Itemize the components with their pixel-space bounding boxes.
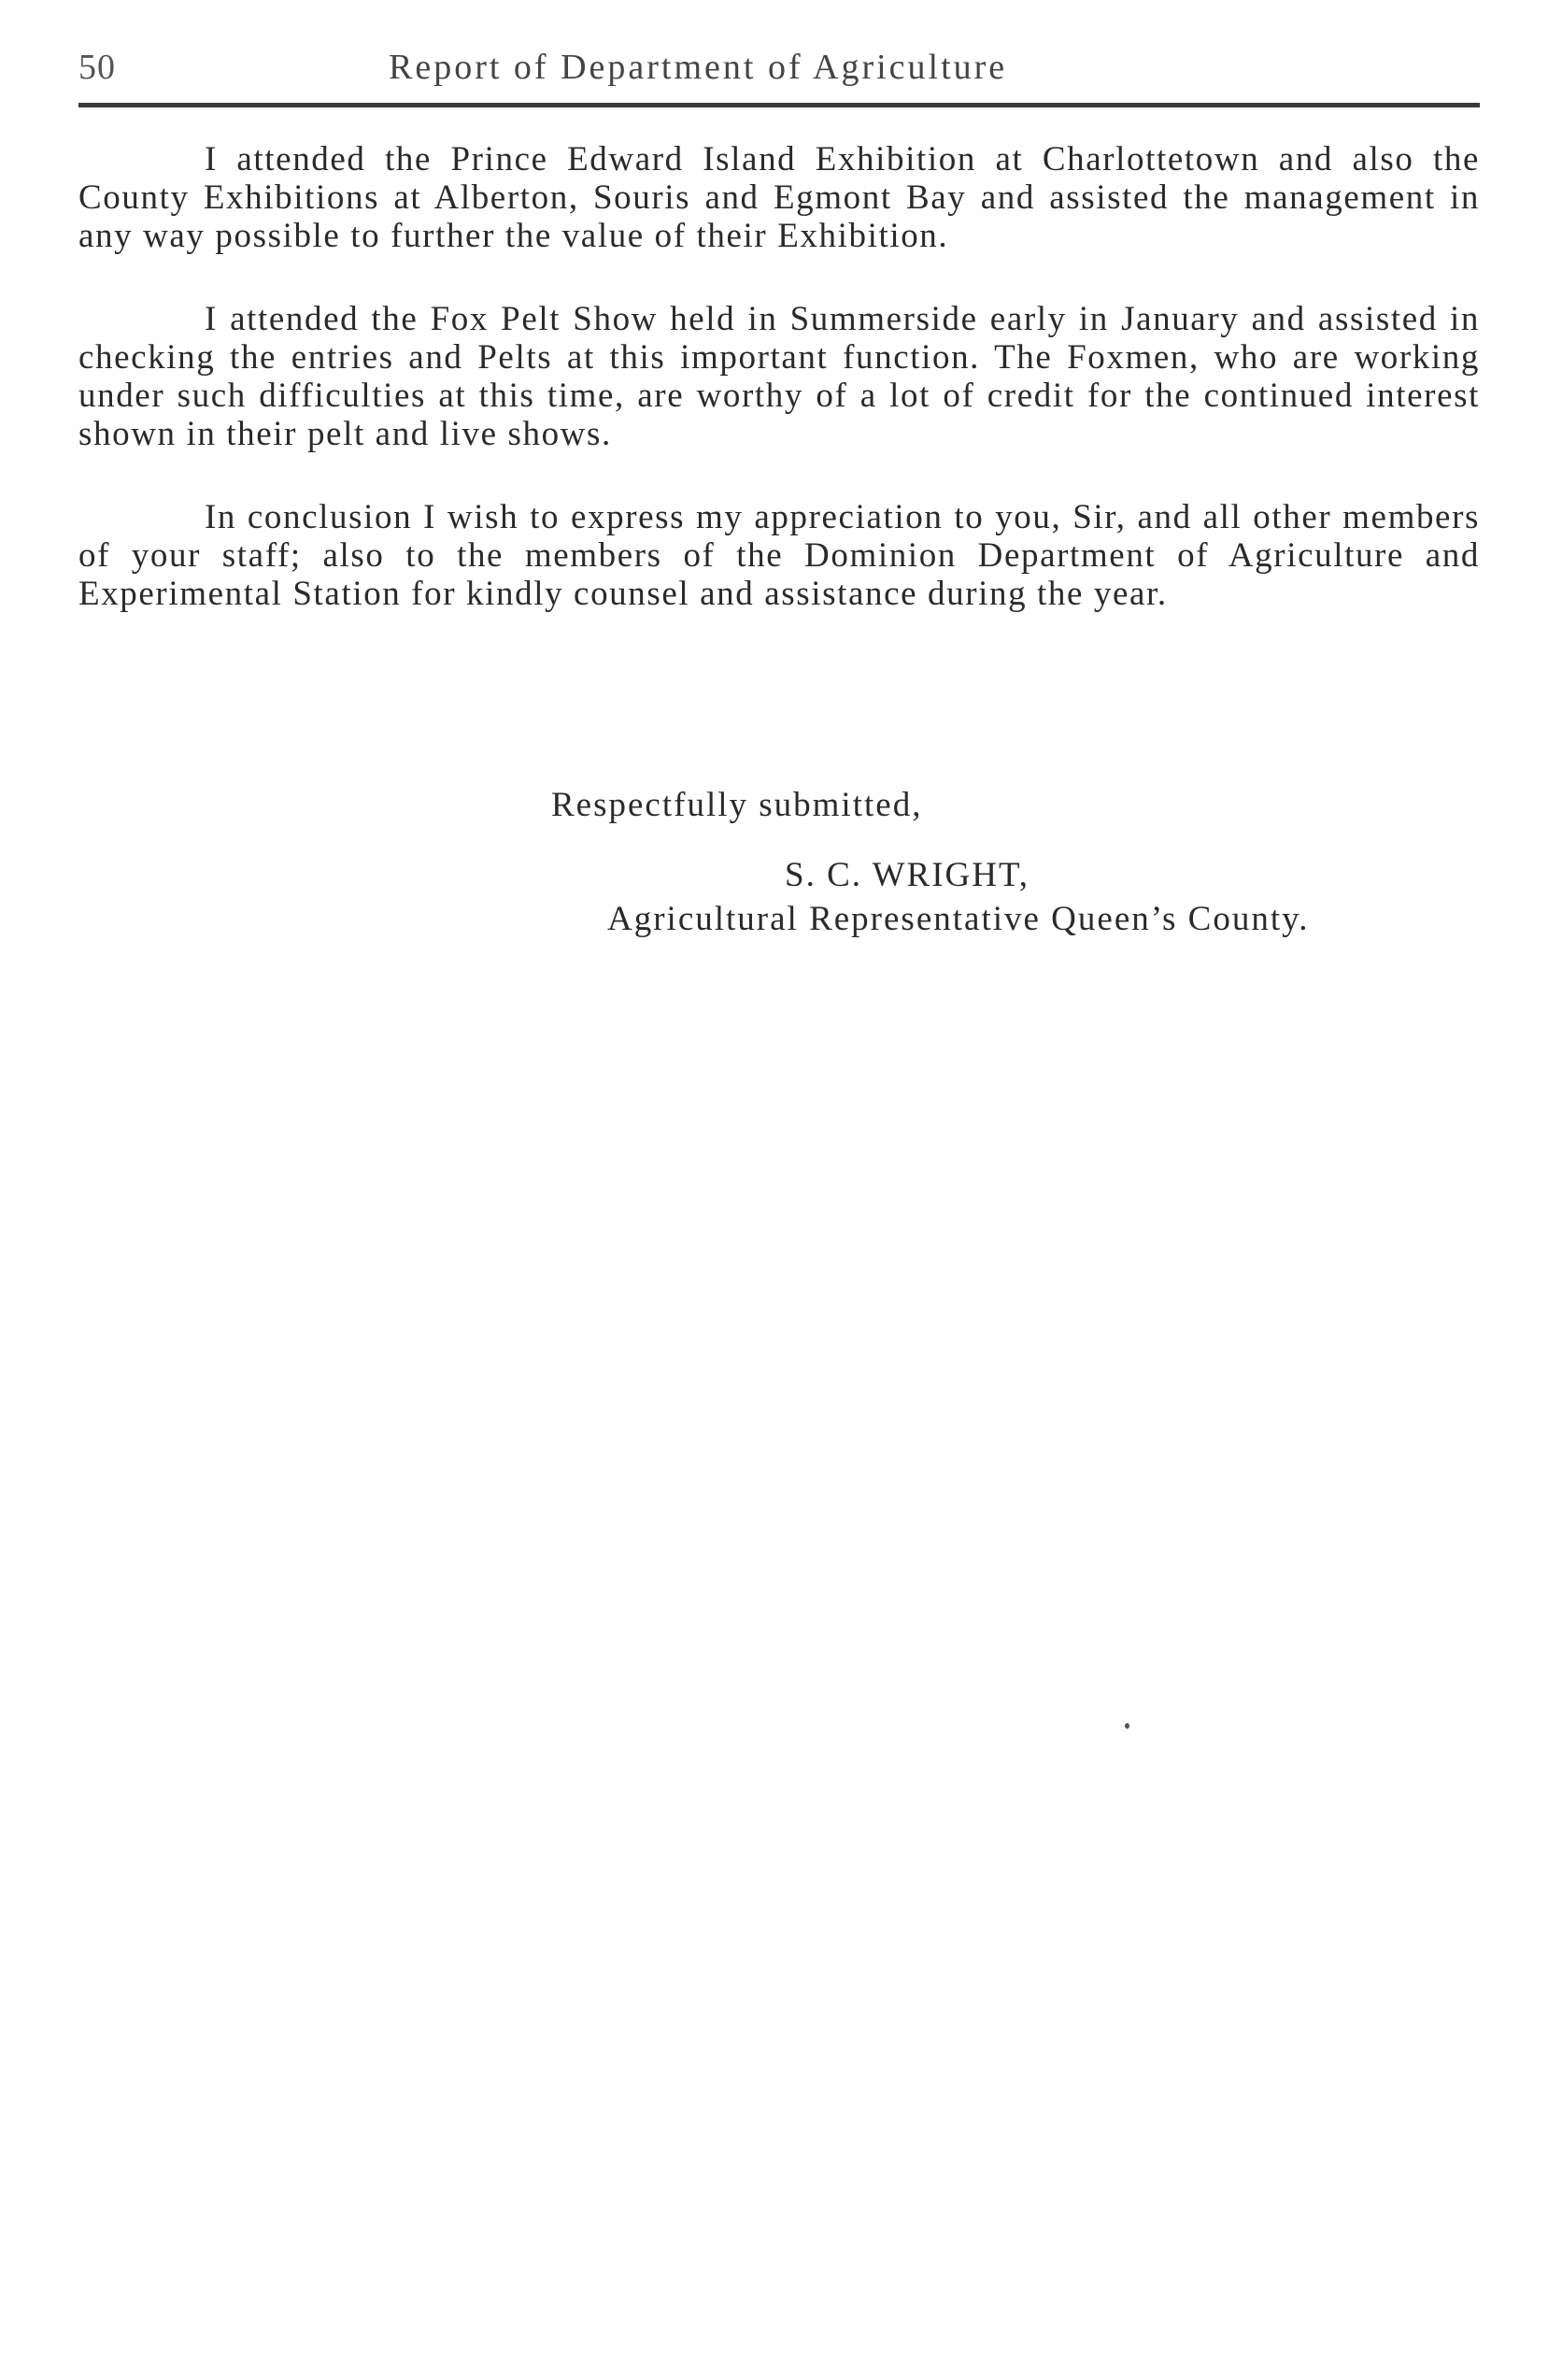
- complimentary-close: Respectfully submitted,: [551, 786, 923, 824]
- report-body: [78, 140, 1480, 658]
- page-header: [78, 47, 1480, 93]
- running-title: Report of Department of Agriculture: [389, 48, 1008, 87]
- signer-title: Agricultural Representative Queen’s County.: [607, 900, 1310, 938]
- page-number: 50: [78, 48, 116, 87]
- signer-name: S. C. WRIGHT,: [785, 856, 1030, 894]
- paragraph-conclusion: In conclusion I wish to express my appreciation to you, Sir, and all other members of your staff; also to the members of the Dominion Department of Agriculture and Experimental Station for kindly counsel and assistance during the year.: [78, 498, 1480, 613]
- paragraph-fox-pelt-show: I attended the Fox Pelt Show held in Summerside early in January and assisted in checking the entries and Pelts at this important function. The Foxmen, who are working under such difficulties at this time, are worthy of a lot of credit for the continued interest shown in their pelt and live shows.: [78, 300, 1480, 453]
- header-rule: [78, 103, 1480, 107]
- paragraph-exhibitions: I attended the Prince Edward Island Exhibition at Charlottetown and also the County Exhibitions at Alberton, Souris and Egmont Bay and assisted the management in any way possible to further the value of their Exhibition.: [78, 140, 1480, 255]
- ink-speck: [1125, 1723, 1129, 1729]
